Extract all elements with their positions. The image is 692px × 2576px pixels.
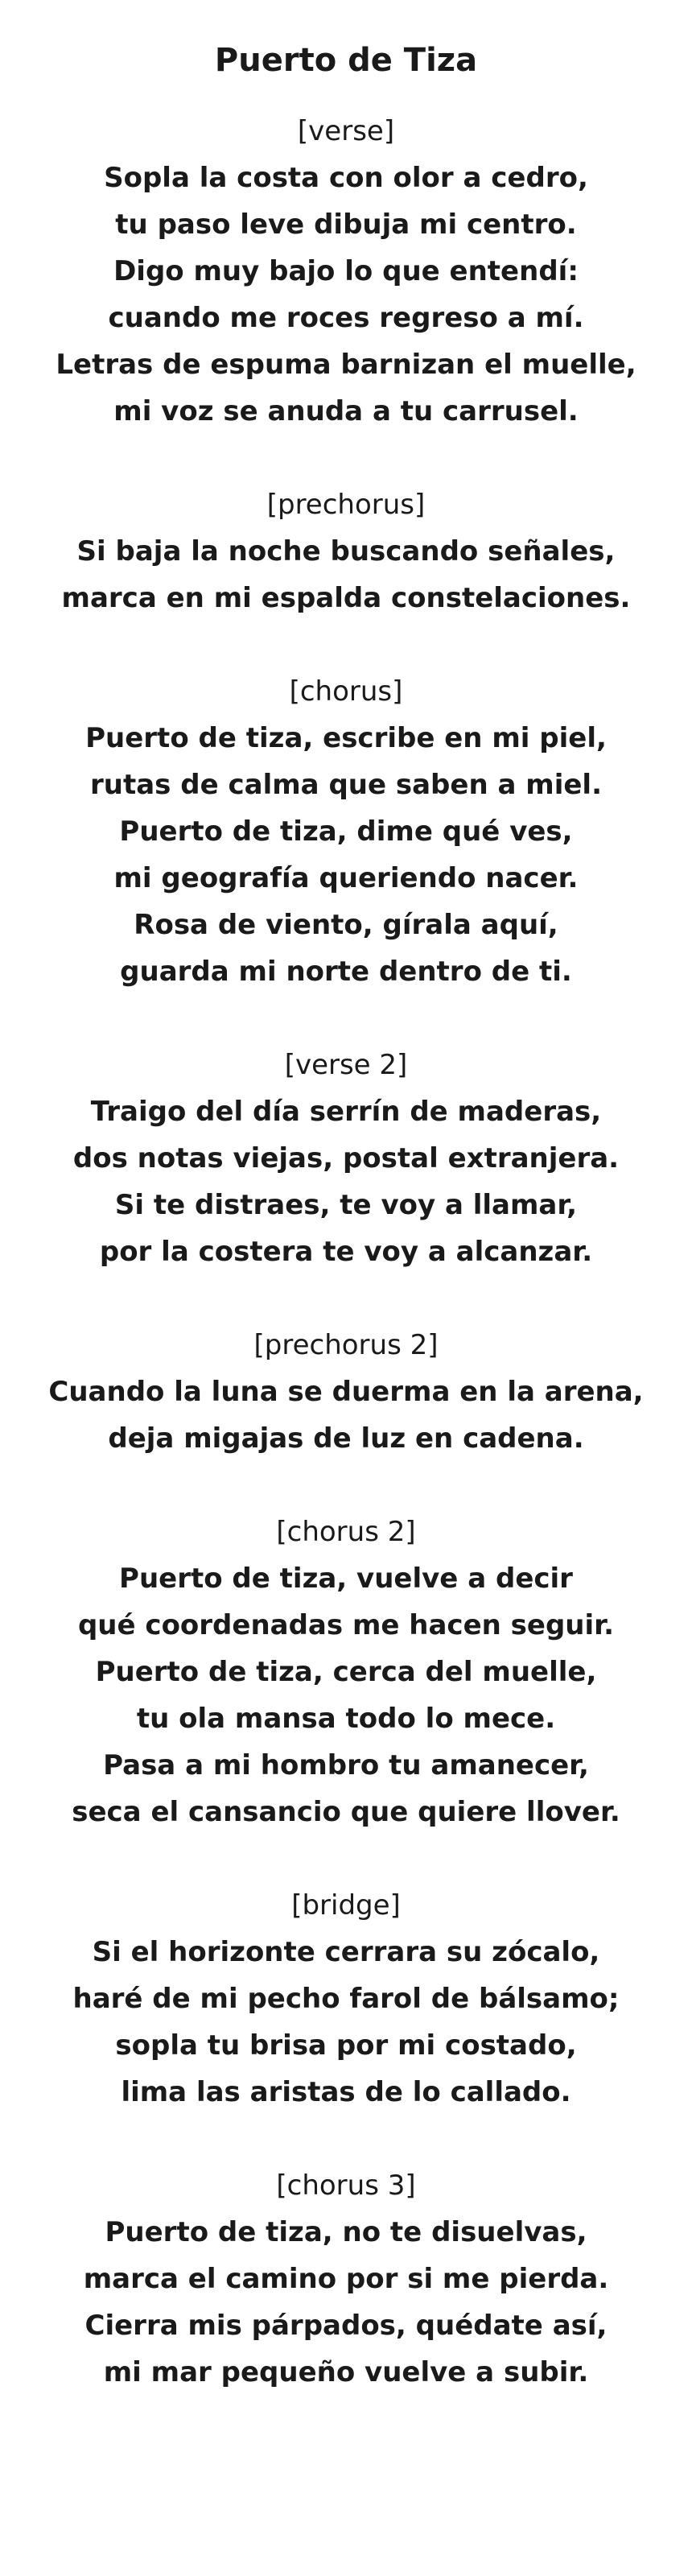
lyric-line: Traigo del día serrín de maderas, [90, 1096, 602, 1128]
section-label: [prechorus 2] [253, 1329, 439, 1361]
lyrics-body [0, 108, 692, 2396]
section-label: [verse] [297, 115, 395, 147]
lyric-line: guarda mi norte dentro de ti. [120, 956, 572, 988]
lyric-line: qué coordenadas me hacen seguir. [77, 1609, 615, 1641]
lyric-line: tu paso leve dibuja mi centro. [115, 208, 577, 241]
section-label: [chorus 2] [276, 1516, 416, 1548]
lyric-line: lima las aristas de lo callado. [121, 2076, 571, 2108]
lyrics-section [0, 481, 692, 621]
lyric-line: Si te distraes, te voy a llamar, [114, 1189, 578, 1221]
lyric-line: Pasa a mi hombro tu amanecer, [103, 1749, 589, 1781]
lyric-line: Puerto de tiza, escribe en mi piel, [85, 722, 607, 754]
lyric-line: mi geografía queriendo nacer. [113, 862, 579, 894]
lyric-line: cuando me roces regreso a mí. [108, 302, 584, 334]
section-label: [chorus] [289, 675, 403, 708]
lyric-line: Sopla la costa con olor a cedro, [104, 162, 588, 194]
lyric-line: Cierra mis párpados, quédate así, [84, 2310, 608, 2342]
lyrics-section [0, 2162, 692, 2396]
lyrics-section [0, 1509, 692, 1835]
lyric-line: Letras de espuma barnizan el muelle, [56, 349, 636, 381]
song-title: Puerto de Tiza [214, 42, 478, 79]
section-label: [verse 2] [284, 1049, 408, 1081]
lyric-line: tu ola mansa todo lo mece. [136, 1703, 556, 1735]
lyric-line: sopla tu brisa por mi costado, [115, 2029, 577, 2062]
section-label: [prechorus] [266, 489, 426, 521]
lyrics-section [0, 668, 692, 995]
lyric-line: Puerto de tiza, no te disuelvas, [105, 2216, 587, 2248]
lyric-line: Rosa de viento, gírala aquí, [134, 909, 558, 941]
lyric-line: Puerto de tiza, vuelve a decir [119, 1563, 573, 1595]
lyrics-section [0, 1882, 692, 2116]
lyric-line: Puerto de tiza, dime qué ves, [119, 815, 573, 848]
lyric-line: Si el horizonte cerrara su zócalo, [92, 1936, 600, 1968]
lyric-line: Puerto de tiza, cerca del muelle, [95, 1656, 597, 1688]
lyric-line: marca el camino por si me pierda. [83, 2263, 609, 2295]
lyric-line: mi voz se anuda a tu carrusel. [113, 395, 579, 427]
lyric-line: dos notas viejas, postal extranjera. [72, 1142, 620, 1174]
lyric-line: por la costera te voy a alcanzar. [99, 1236, 593, 1268]
lyric-line: Cuando la luna se duerma en la arena, [48, 1376, 644, 1408]
lyrics-section [0, 1042, 692, 1275]
lyric-line: marca en mi espalda constelaciones. [61, 582, 631, 614]
lyrics-section [0, 108, 692, 435]
lyric-line: mi mar pequeño vuelve a subir. [103, 2356, 589, 2388]
lyric-line: rutas de calma que saben a miel. [90, 769, 602, 801]
lyric-line: deja migajas de luz en cadena. [108, 1422, 584, 1455]
section-label: [bridge] [291, 1889, 401, 1922]
lyric-line: Digo muy bajo lo que entendí: [113, 255, 579, 287]
lyric-line: haré de mi pecho farol de bálsamo; [72, 1983, 620, 2015]
section-label: [chorus 3] [276, 2169, 416, 2202]
lyric-line: seca el cansancio que quiere llover. [72, 1796, 620, 1828]
lyric-line: Si baja la noche buscando señales, [76, 535, 616, 568]
lyrics-section [0, 1322, 692, 1462]
